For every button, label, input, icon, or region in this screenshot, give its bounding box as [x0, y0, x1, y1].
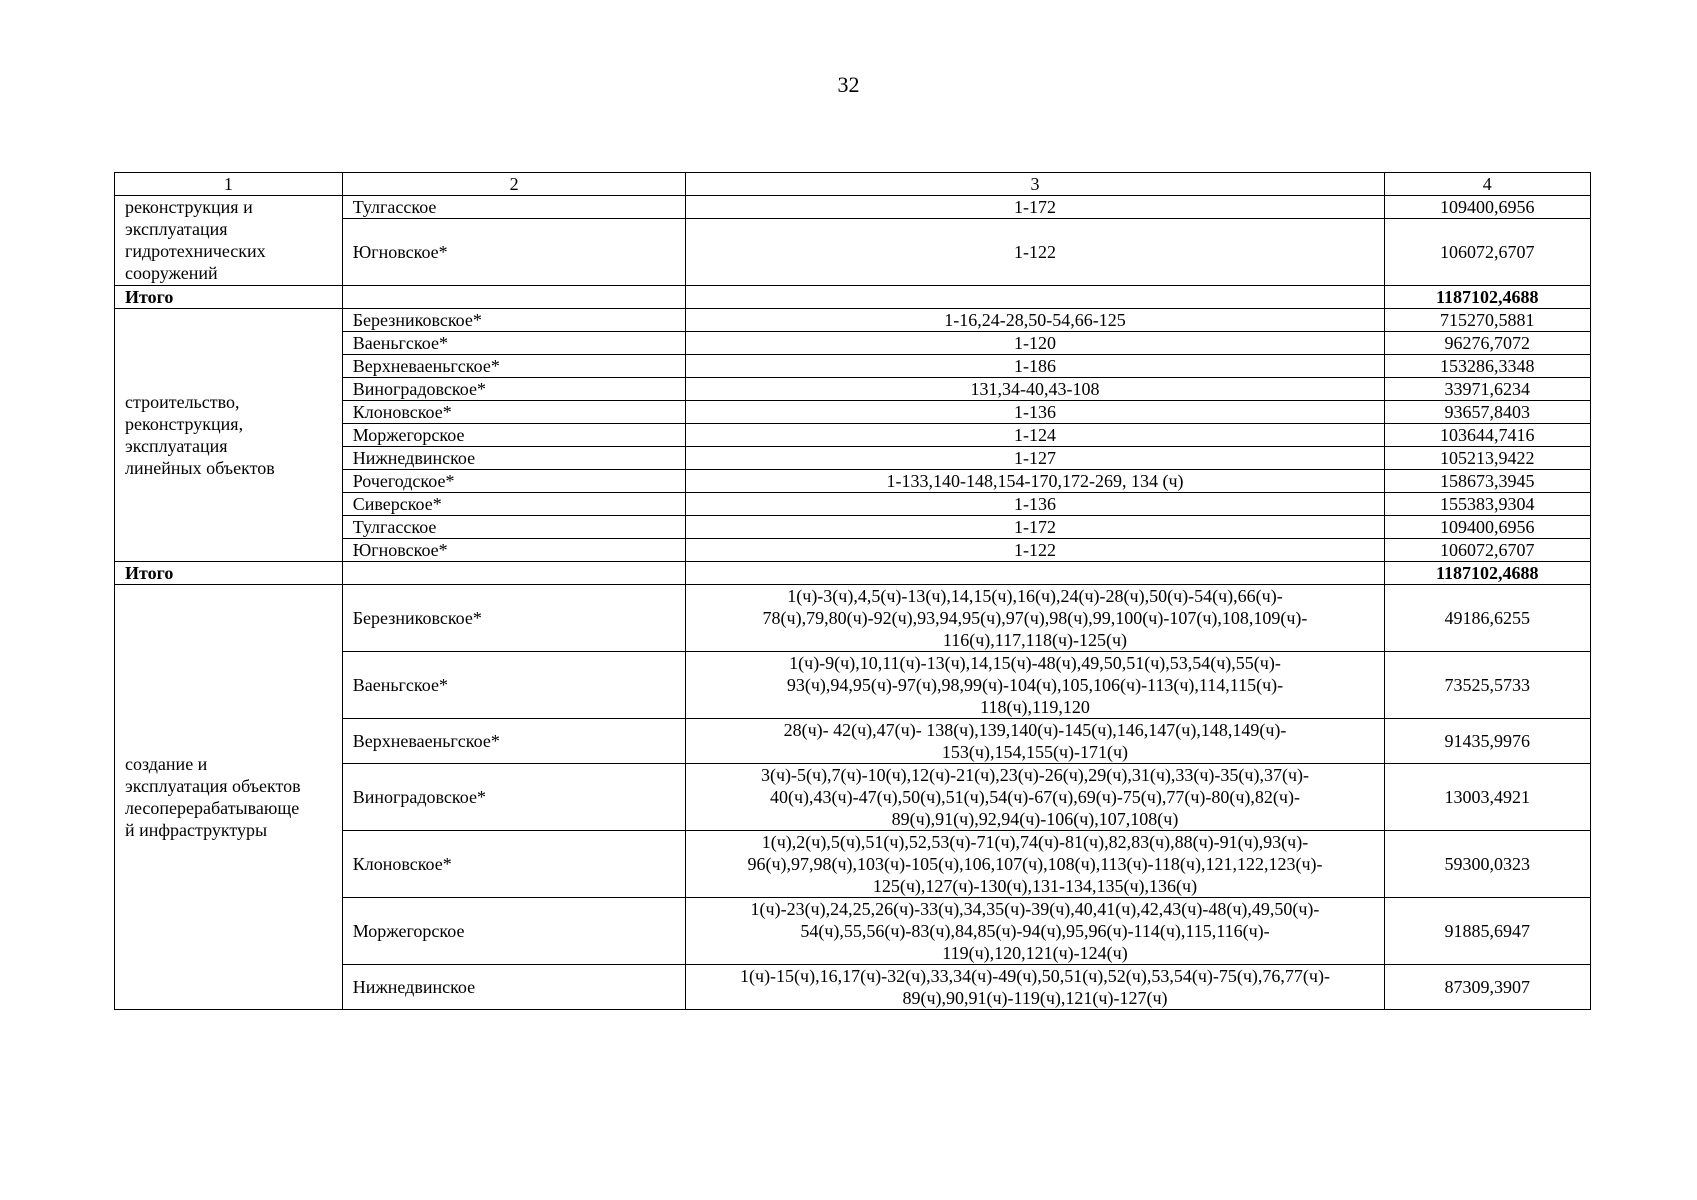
area-cell: 33971,6234 [1384, 378, 1590, 401]
area-cell: 73525,5733 [1384, 652, 1590, 719]
quarters-cell: 1-122 [686, 219, 1384, 286]
table-row [115, 196, 1591, 219]
forestry-cell: Ваеньгское* [342, 332, 686, 355]
header-cell: 2 [342, 173, 686, 196]
area-cell: 59300,0323 [1384, 831, 1590, 898]
quarters-cell: 1-136 [686, 401, 1384, 424]
quarters-cell: 1(ч)-9(ч),10,11(ч)-13(ч),14,15(ч)-48(ч),49,50,51(ч),53,54(ч),55(ч)- 93(ч),94,95(ч)-97(ч),98,99(ч)-104(ч),105,106(ч)-113(ч),114,115(ч)- 118(ч),119,120 [686, 652, 1384, 719]
empty-cell [342, 286, 686, 309]
area-cell: 153286,3348 [1384, 355, 1590, 378]
area-cell: 715270,5881 [1384, 309, 1590, 332]
quarters-cell: 131,34-40,43-108 [686, 378, 1384, 401]
total-row [115, 562, 1591, 585]
quarters-cell: 1(ч)-3(ч),4,5(ч)-13(ч),14,15(ч),16(ч),24(ч)-28(ч),50(ч)-54(ч),66(ч)- 78(ч),79,80(ч)-92(ч),93,94,95(ч),97(ч),98(ч),99,100(ч)-107(ч),108,109(ч)- 116(ч),117,118(ч)-125(ч) [686, 585, 1384, 652]
quarters-cell: 1(ч)-23(ч),24,25,26(ч)-33(ч),34,35(ч)-39(ч),40,41(ч),42,43(ч)-48(ч),49,50(ч)- 54(ч),55,56(ч)-83(ч),84,85(ч)-94(ч),95,96(ч)-114(ч),115,116(ч)- 119(ч),120,121(ч)-124(ч) [686, 898, 1384, 965]
quarters-cell: 1-16,24-28,50-54,66-125 [686, 309, 1384, 332]
area-cell: 91885,6947 [1384, 898, 1590, 965]
quarters-cell: 3(ч)-5(ч),7(ч)-10(ч),12(ч)-21(ч),23(ч)-26(ч),29(ч),31(ч),33(ч)-35(ч),37(ч)- 40(ч),43(ч)-47(ч),50(ч),51(ч),54(ч)-67(ч),69(ч)-75(ч),77(ч)-80(ч),82(ч)- 89(ч),91(ч),92,94(ч)-106(ч),107,108(ч) [686, 764, 1384, 831]
forestry-cell: Нижнедвинское [342, 965, 686, 1010]
forestry-cell: Березниковское* [342, 585, 686, 652]
empty-cell [342, 562, 686, 585]
header-row [115, 173, 1591, 196]
area-cell: 105213,9422 [1384, 447, 1590, 470]
area-cell: 158673,3945 [1384, 470, 1590, 493]
forestry-cell: Клоновское* [342, 831, 686, 898]
forestry-cell: Моржегорское [342, 898, 686, 965]
area-cell: 103644,7416 [1384, 424, 1590, 447]
header-cell: 3 [686, 173, 1384, 196]
area-cell: 87309,3907 [1384, 965, 1590, 1010]
total-label: Итого [115, 562, 343, 585]
forest-table [114, 172, 1591, 1010]
forestry-cell: Югновское* [342, 539, 686, 562]
forestry-cell: Ваеньгское* [342, 652, 686, 719]
empty-cell [686, 562, 1384, 585]
forestry-cell: Нижнедвинское [342, 447, 686, 470]
purpose-cell: строительство, реконструкция, эксплуатация линейных объектов [115, 309, 343, 562]
quarters-cell: 1-133,140-148,154-170,172-269, 134 (ч) [686, 470, 1384, 493]
area-cell: 96276,7072 [1384, 332, 1590, 355]
forestry-cell: Верхневаеньгское* [342, 355, 686, 378]
purpose-cell: реконструкция и эксплуатация гидротехнических сооружений [115, 196, 343, 286]
forestry-cell: Югновское* [342, 219, 686, 286]
forestry-cell: Тулгасское [342, 196, 686, 219]
quarters-cell: 1-136 [686, 493, 1384, 516]
quarters-cell: 1-172 [686, 516, 1384, 539]
table-row [115, 585, 1591, 652]
total-row [115, 286, 1591, 309]
forestry-cell: Виноградовское* [342, 378, 686, 401]
header-cell: 4 [1384, 173, 1590, 196]
forestry-cell: Сиверское* [342, 493, 686, 516]
page-number: 32 [837, 72, 860, 97]
forestry-cell: Березниковское* [342, 309, 686, 332]
forestry-cell: Виноградовское* [342, 764, 686, 831]
table-row [115, 309, 1591, 332]
quarters-cell: 28(ч)- 42(ч),47(ч)- 138(ч),139,140(ч)-145(ч),146,147(ч),148,149(ч)- 153(ч),154,155(ч)-171(ч) [686, 719, 1384, 764]
empty-cell [686, 286, 1384, 309]
area-cell: 91435,9976 [1384, 719, 1590, 764]
area-cell: 93657,8403 [1384, 401, 1590, 424]
forestry-cell: Клоновское* [342, 401, 686, 424]
purpose-cell: создание и эксплуатация объектов лесоперерабатывающе й инфраструктуры [115, 585, 343, 1010]
forestry-cell: Моржегорское [342, 424, 686, 447]
area-cell: 106072,6707 [1384, 219, 1590, 286]
total-value: 1187102,4688 [1384, 562, 1590, 585]
quarters-cell: 1-127 [686, 447, 1384, 470]
area-cell: 155383,9304 [1384, 493, 1590, 516]
quarters-cell: 1(ч),2(ч),5(ч),51(ч),52,53(ч)-71(ч),74(ч)-81(ч),82,83(ч),88(ч)-91(ч),93(ч)- 96(ч),97,98(ч),103(ч)-105(ч),106,107(ч),108(ч),113(ч)-118(ч),121,122,123(ч)- 125(ч),127(ч)-130(ч),131-134,135(ч),136(ч) [686, 831, 1384, 898]
area-cell: 109400,6956 [1384, 196, 1590, 219]
forestry-cell: Верхневаеньгское* [342, 719, 686, 764]
area-cell: 106072,6707 [1384, 539, 1590, 562]
area-cell: 13003,4921 [1384, 764, 1590, 831]
area-cell: 49186,6255 [1384, 585, 1590, 652]
forestry-cell: Рочегодское* [342, 470, 686, 493]
quarters-cell: 1-120 [686, 332, 1384, 355]
total-label: Итого [115, 286, 343, 309]
forestry-cell: Тулгасское [342, 516, 686, 539]
quarters-cell: 1-122 [686, 539, 1384, 562]
quarters-cell: 1(ч)-15(ч),16,17(ч)-32(ч),33,34(ч)-49(ч),50,51(ч),52(ч),53,54(ч)-75(ч),76,77(ч)- 89(ч),90,91(ч)-119(ч),121(ч)-127(ч) [686, 965, 1384, 1010]
quarters-cell: 1-172 [686, 196, 1384, 219]
quarters-cell: 1-186 [686, 355, 1384, 378]
quarters-cell: 1-124 [686, 424, 1384, 447]
area-cell: 109400,6956 [1384, 516, 1590, 539]
total-value: 1187102,4688 [1384, 286, 1590, 309]
header-cell: 1 [115, 173, 343, 196]
